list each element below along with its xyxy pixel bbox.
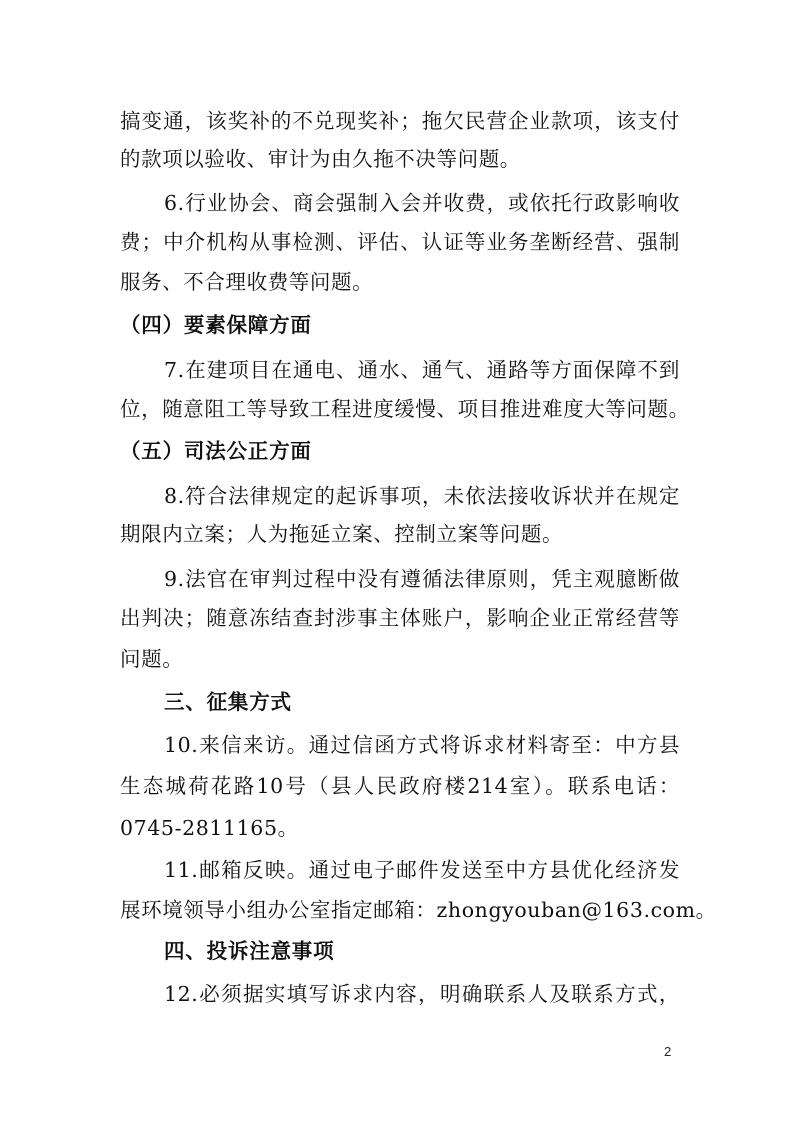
paragraph-line: 费；中介机构从事检测、评估、认证等业务垄断经营、强制 <box>120 230 680 254</box>
paragraph-line: 出判决；随意冻结查封涉事主体账户，影响企业正常经营等 <box>120 606 680 630</box>
paragraph-line: 0745-2811165。 <box>120 816 299 840</box>
section-heading: （五）司法公正方面 <box>120 439 312 463</box>
paragraph-line: 搞变通，该奖补的不兑现奖补；拖欠民营企业款项，该支付 <box>120 109 680 133</box>
paragraph-line: 9.法官在审判过程中没有遵循法律原则，凭主观臆断做 <box>164 567 680 591</box>
page-number: 2 <box>664 1044 672 1059</box>
paragraph-line: 6.行业协会、商会强制入会并收费，或依托行政影响收 <box>164 191 680 215</box>
paragraph-line: 生态城荷花路10号（县人民政府楼214室）。联系电话： <box>120 774 680 798</box>
paragraph-line: 位，随意阻工等导致工程进度缓慢、项目推进难度大等问题。 <box>120 397 690 421</box>
paragraph-line: 问题。 <box>120 647 184 671</box>
section-heading: 三、征集方式 <box>164 690 292 714</box>
paragraph-line: 服务、不合理收费等问题。 <box>120 270 374 294</box>
paragraph-line: 的款项以验收、审计为由久拖不决等问题。 <box>120 147 521 171</box>
paragraph-line: 10.来信来访。通过信函方式将诉求材料寄至：中方县 <box>164 733 680 757</box>
paragraph-line: 8.符合法律规定的起诉事项，未依法接收诉状并在规定 <box>164 484 680 508</box>
paragraph-line: 展环境领导小组办公室指定邮箱：zhongyouban@163.com。 <box>120 898 717 922</box>
paragraph-line: 期限内立案；人为拖延立案、控制立案等问题。 <box>120 522 564 546</box>
paragraph-line: 7.在建项目在通电、通水、通气、通路等方面保障不到 <box>164 358 680 382</box>
section-heading: 四、投诉注意事项 <box>164 939 335 963</box>
paragraph-line: 12.必须据实填写诉求内容，明确联系人及联系方式， <box>164 982 680 1006</box>
section-heading: （四）要素保障方面 <box>120 313 312 337</box>
paragraph-line: 11.邮箱反映。通过电子邮件发送至中方县优化经济发 <box>164 858 680 882</box>
